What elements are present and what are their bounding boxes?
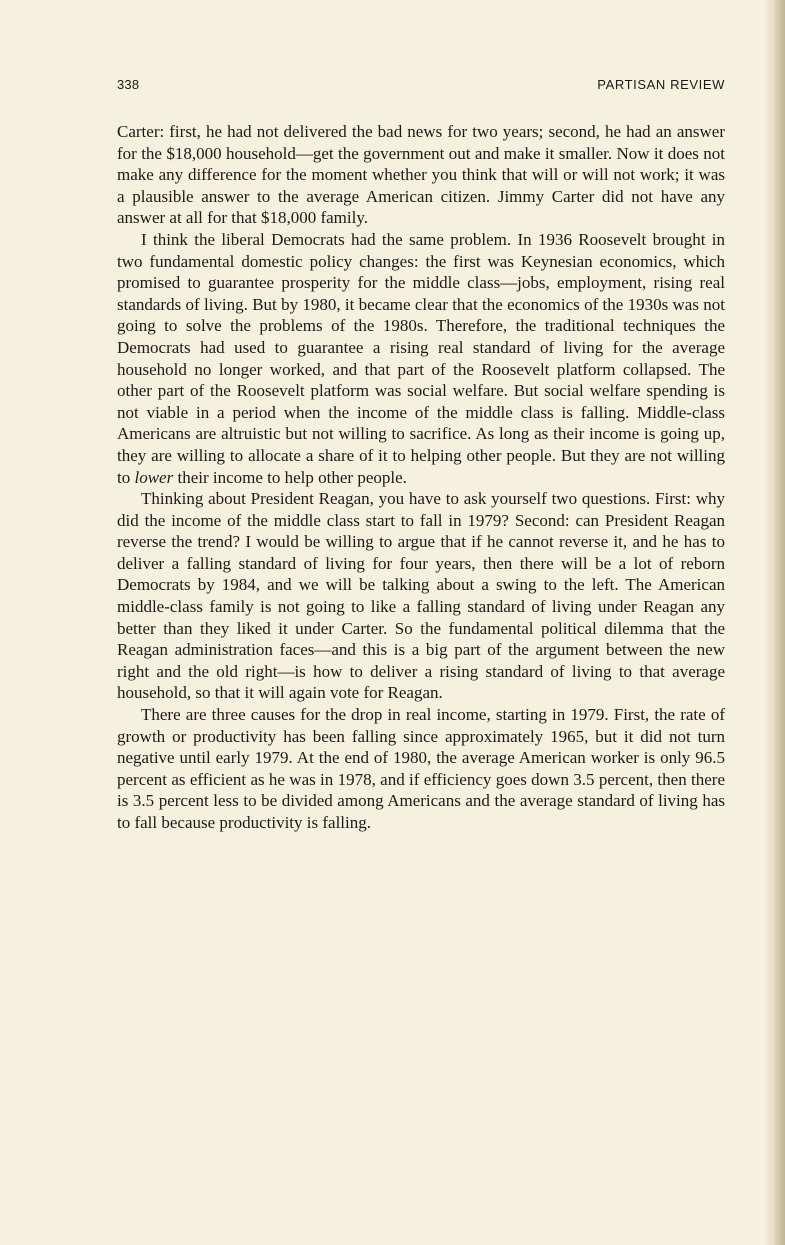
article-body (117, 121, 725, 834)
paragraph-4 (117, 704, 725, 834)
page-number: 338 (117, 77, 140, 92)
paragraph-1 (117, 121, 725, 229)
running-head: PARTISAN REVIEW (597, 77, 725, 92)
paragraph-1-text: Carter: first, he had not delivered the bad news for two years; second, he had an answer for the $18,000 household—get the government out and make it smaller. Now it does not make any difference for the moment whether you think that will or will not work; it was a plausible answer to the average American citizen. Jimmy Carter did not have any answer at all for that $18,000 family. (117, 122, 725, 228)
page-edge (771, 0, 785, 1245)
paragraph-3 (117, 488, 725, 704)
paragraph-2 (117, 229, 725, 488)
paragraph-3-text: Thinking about President Reagan, you have to ask yourself two questions. First: why did the income of the middle class start to fall in 1979? Second: can President Reagan reverse the trend? I would be willing to argue that if he cannot reverse it, and he has to deliver a falling standard of living for four years, then there will be a lot of reborn Democrats by 1984, and we will be talking about a swing to the left. The American middle-class family is not going to like a falling standard of living under Reagan any better than they liked it under Carter. So the fundamental political dilemma that the Reagan administration faces—and this is a big part of the argument between the new right and the old right—is how to deliver a rising standard of living to that average household, so that it will again vote for Reagan. (117, 489, 725, 703)
paragraph-2-tail: their income to help other people. (173, 467, 407, 487)
page-header (117, 77, 725, 99)
paragraph-2-text: I think the liberal Democrats had the same problem. In 1936 Roosevelt brought in two fundamental domestic policy changes: the first was Keynesian economics, which promised to guarantee prosperity for the middle class—jobs, employment, rising real standards of living. But by 1980, it became clear that the economics of the 1930s was not going to solve the problems of the 1980s. Therefore, the traditional techniques the Democrats had used to guarantee a rising real standard of living for the average household no longer worked, and that part of the Roosevelt platform collapsed. The other part of the Roosevelt platform was social welfare. But social welfare spending is not viable in a period when the income of the middle class is falling. Middle-class Americans are altruistic but not willing to sacrifice. As long as their income is going up, they are willing to allocate a share of it to helping other people. But they are not willing to (117, 229, 725, 487)
emphasis-lower: lower (134, 467, 174, 487)
paragraph-4-text: There are three causes for the drop in real income, starting in 1979. First, the rate of growth or productivity has been falling since approximately 1965, but it did not turn negative until early 1979. At the end of 1980, the average American worker is only 96.5 percent as efficient as he was in 1978, and if efficiency goes down 3.5 percent, then there is 3.5 percent less to be divided among Americans and the average standard of living has to fall because productivity is falling. (117, 705, 725, 832)
